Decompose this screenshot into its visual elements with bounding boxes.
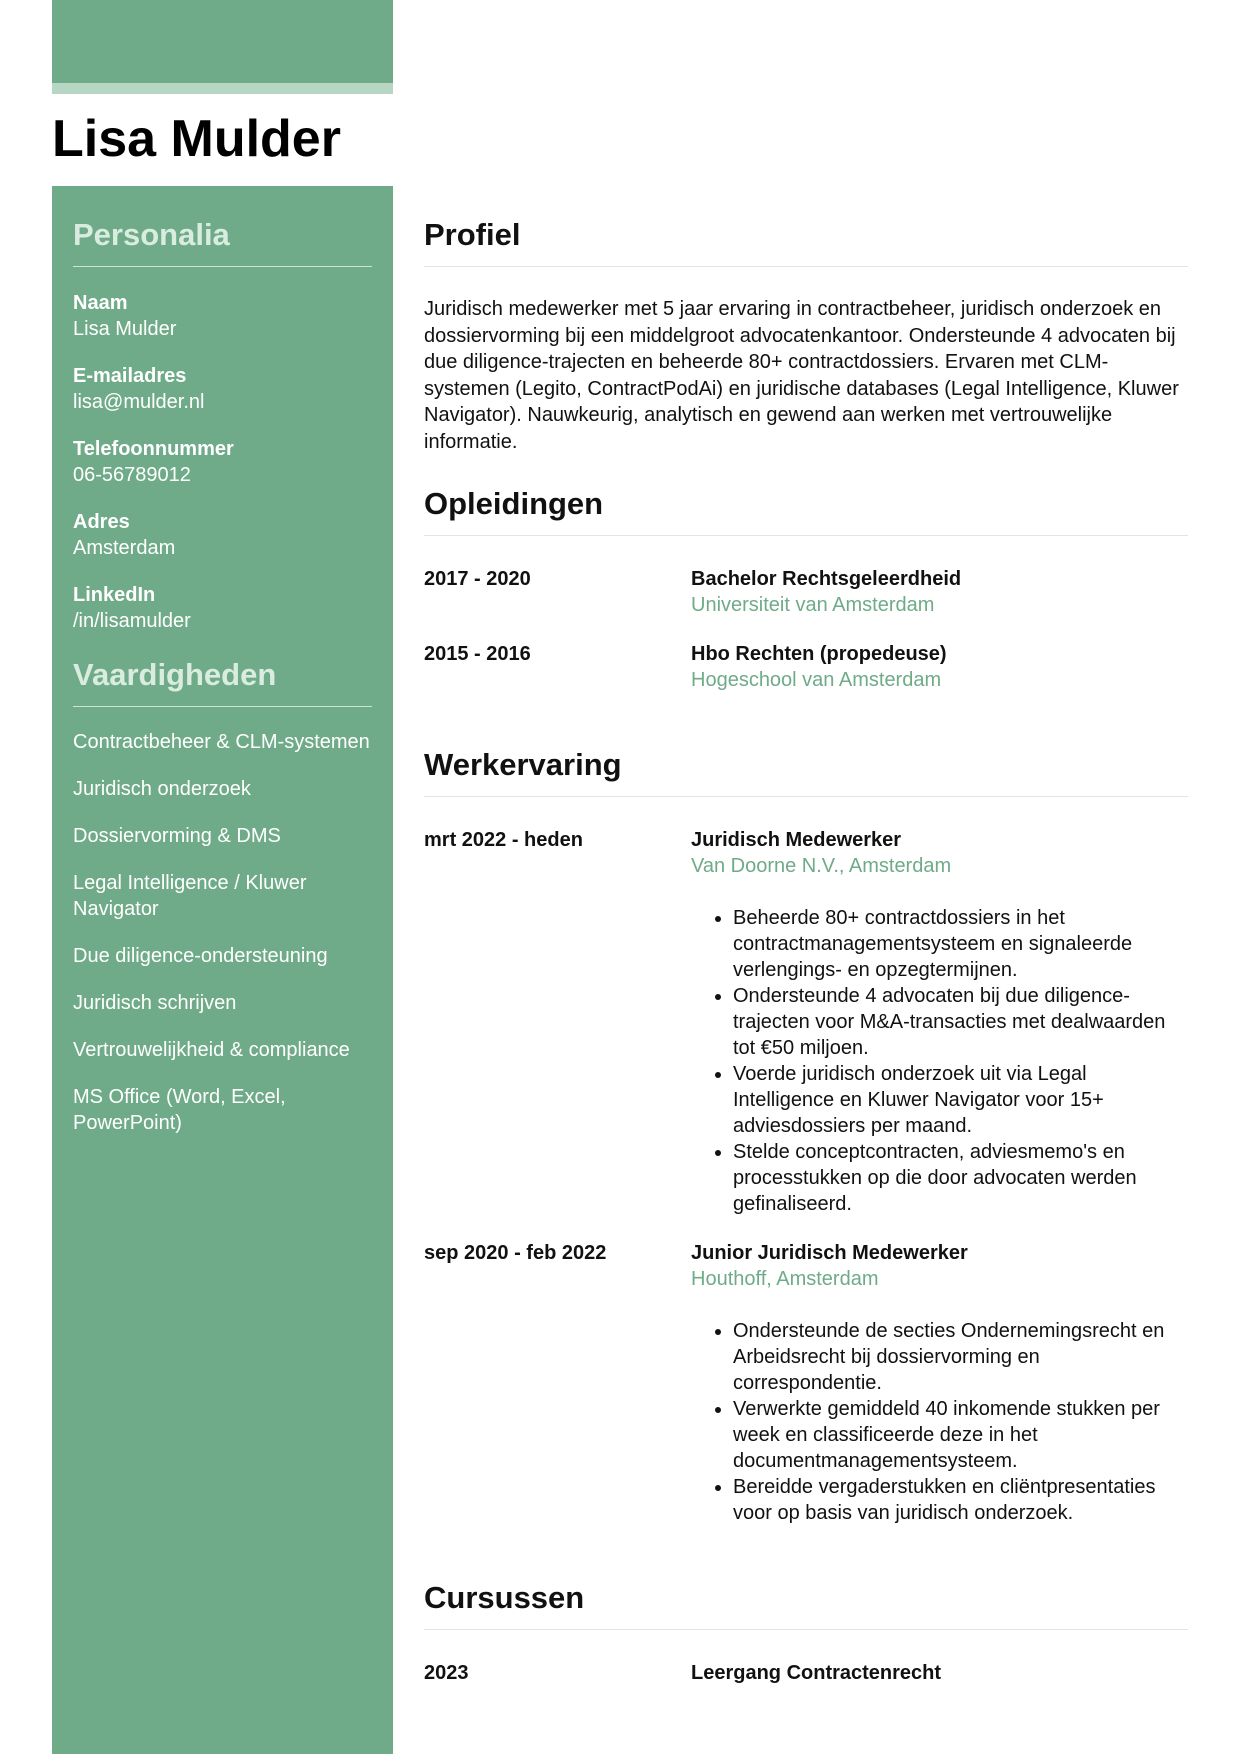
entry-institution: Hogeschool van Amsterdam — [691, 669, 942, 691]
bullet-item: • Voerde juridisch onderzoek uit via Legal Intelligence en Kluwer Navigator voor 15+ adviesdossiers per maand. — [733, 1061, 1188, 1139]
experience-entry — [424, 1240, 1188, 1526]
skill-item: Due diligence-ondersteuning — [73, 945, 328, 967]
entry-body — [691, 827, 1188, 1217]
field-label: E-mailadres — [73, 365, 187, 387]
entry-title: Hbo Rechten (propedeuse) — [691, 643, 947, 665]
field-phone — [73, 437, 372, 488]
entry-date: sep 2020 - feb 2022 — [424, 1242, 607, 1264]
entry-date: 2023 — [424, 1662, 469, 1684]
skill-item: Juridisch onderzoek — [73, 778, 251, 800]
field-label: Adres — [73, 511, 130, 533]
courses-section — [424, 1549, 1188, 1686]
candidate-name: Lisa Mulder — [52, 110, 341, 168]
entry-body — [691, 1660, 1188, 1686]
field-label: Naam — [73, 292, 128, 314]
entry-body — [691, 641, 1188, 693]
bullet-item: • Ondersteunde de secties Ondernemingsrecht en Arbeidsrecht bij dossiervorming en correspondentie. — [733, 1318, 1188, 1396]
field-value: Lisa Mulder — [73, 318, 177, 340]
field-address — [73, 510, 372, 561]
skill-item: Vertrouwelijkheid & compliance — [73, 1039, 350, 1061]
field-email — [73, 364, 372, 415]
entry-employer: Van Doorne N.V., Amsterdam — [691, 855, 952, 877]
entry-title: Leergang Contractenrecht — [691, 1662, 942, 1684]
field-value: /in/lisamulder — [73, 610, 191, 632]
skill-item: Legal Intelligence / Kluwer Navigator — [73, 872, 307, 920]
bullet-item: • Stelde conceptcontracten, adviesmemo's en processtukken op die door advocaten werden gefinaliseerd. — [733, 1139, 1188, 1217]
entry-body — [691, 1240, 1188, 1526]
skills-list — [73, 729, 372, 1136]
experience-entry — [424, 827, 1188, 1217]
entry-institution: Universiteit van Amsterdam — [691, 594, 935, 616]
entry-bullets — [691, 905, 1188, 1217]
skill-item: Contractbeheer & CLM-systemen — [73, 731, 370, 753]
course-entry — [424, 1660, 1188, 1686]
spacer — [73, 634, 372, 656]
entry-title: Bachelor Rechtsgeleerdheid — [691, 568, 962, 590]
entry-date: 2017 - 2020 — [424, 568, 531, 590]
education-list — [424, 566, 1188, 693]
field-label: Telefoonnummer — [73, 438, 234, 460]
entry-title: Juridisch Medewerker — [691, 829, 902, 851]
field-value: lisa@mulder.nl — [73, 391, 205, 413]
bullet-item: • Ondersteunde 4 advocaten bij due diligence-trajecten voor M&A-transacties met dealwaarden tot €50 miljoen. — [733, 983, 1188, 1061]
field-linkedin — [73, 583, 372, 634]
experience-list — [424, 827, 1188, 1526]
education-heading: Opleidingen — [424, 455, 1188, 536]
field-label: LinkedIn — [73, 584, 156, 606]
courses-list — [424, 1660, 1188, 1686]
education-section — [424, 455, 1188, 693]
skill-item: Juridisch schrijven — [73, 992, 237, 1014]
education-entry — [424, 641, 1188, 693]
entry-employer: Houthoff, Amsterdam — [691, 1268, 879, 1290]
field-value: Amsterdam — [73, 537, 176, 559]
personalia-fields — [73, 291, 372, 634]
bullet-item: • Verwerkte gemiddeld 40 inkomende stukken per week en classificeerde deze in het documentmanagementsysteem. — [733, 1396, 1188, 1474]
entry-bullets — [691, 1318, 1188, 1526]
skill-item: MS Office (Word, Excel, PowerPoint) — [73, 1086, 286, 1134]
header-accent-stripe — [52, 83, 393, 94]
skills-heading: Vaardigheden — [73, 656, 372, 707]
profile-heading: Profiel — [424, 186, 1188, 267]
experience-heading: Werkervaring — [424, 716, 1188, 797]
education-entry — [424, 566, 1188, 618]
field-value: 06-56789012 — [73, 464, 191, 486]
entry-date: 2015 - 2016 — [424, 643, 531, 665]
profile-text: Juridisch medewerker met 5 jaar ervaring in contractbeheer, juridisch onderzoek en dossiervorming bij een middelgroot advocatenkantoor. Ondersteunde 4 advocaten bij due diligence-trajecten en beheerde 80+ contractdossiers. Ervaren met CLM-systemen (Legito, ContractPodAi) en juridische databases (Legal Intelligence, Kluwer Navigator). Nauwkeurig, analytisch en gewend aan werken met vertrouwelijke informatie. — [424, 298, 1179, 453]
main-content — [424, 186, 1188, 1709]
personalia-heading: Personalia — [73, 216, 372, 267]
experience-section — [424, 716, 1188, 1526]
field-naam — [73, 291, 372, 342]
courses-heading: Cursussen — [424, 1549, 1188, 1630]
entry-body — [691, 566, 1188, 618]
profile-section — [424, 186, 1188, 455]
header-accent-block — [52, 0, 393, 83]
entry-title: Junior Juridisch Medewerker — [691, 1242, 968, 1264]
skill-item: Dossiervorming & DMS — [73, 825, 281, 847]
sidebar — [52, 186, 393, 1754]
bullet-item: • Bereidde vergaderstukken en cliëntpresentaties voor op basis van juridisch onderzoek. — [733, 1474, 1188, 1526]
bullet-item: • Beheerde 80+ contractdossiers in het contractmanagementsysteem en signaleerde verlengings- en opzegtermijnen. — [733, 905, 1188, 983]
entry-date: mrt 2022 - heden — [424, 829, 583, 851]
